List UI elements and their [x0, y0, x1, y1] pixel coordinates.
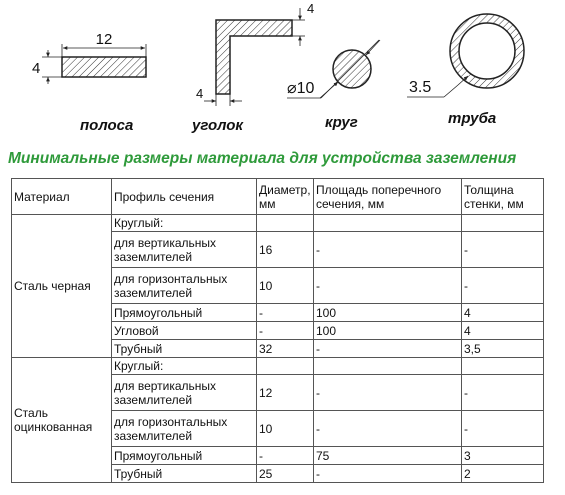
profile-cell: для горизонтальных заземлителей [112, 268, 257, 304]
wall-cell: - [462, 268, 544, 304]
material-cell: Сталь оцинкованная [12, 358, 112, 483]
header-profile: Профиль сечения [112, 179, 257, 215]
profile-cell: Прямоугольный [112, 304, 257, 322]
profile-figures [0, 0, 565, 150]
diameter-cell: 10 [257, 268, 314, 304]
angle-bottom-label: 4 [196, 86, 204, 101]
diameter-cell: 12 [257, 375, 314, 411]
diameter-cell: 10 [257, 411, 314, 447]
circle-caption: круг [325, 114, 358, 131]
header-area: Площадь поперечного сечения, мм [314, 179, 462, 215]
table-title: Минимальные размеры материала для устройства заземления [8, 150, 517, 167]
profile-cell: для вертикальных заземлителей [112, 232, 257, 268]
wall-cell: 3,5 [462, 340, 544, 358]
circle-diameter-label: ⌀10 [287, 80, 315, 97]
diameter-cell: 16 [257, 232, 314, 268]
area-cell: - [314, 465, 462, 483]
area-cell [314, 215, 462, 232]
header-material: Материал [12, 179, 112, 215]
pipe-wall-label: 3.5 [409, 79, 432, 96]
profile-cell: Круглый: [112, 215, 257, 232]
area-cell: - [314, 232, 462, 268]
profile-cell: Круглый: [112, 358, 257, 375]
wall-cell [462, 358, 544, 375]
wall-cell: - [462, 411, 544, 447]
grounding-material-table [11, 178, 544, 483]
profile-cell: Прямоугольный [112, 447, 257, 465]
profile-cell: для вертикальных заземлителей [112, 375, 257, 411]
wall-cell: 4 [462, 304, 544, 322]
table-header-row [12, 179, 544, 215]
diameter-cell [257, 215, 314, 232]
diameter-cell: 32 [257, 340, 314, 358]
area-cell: 100 [314, 322, 462, 340]
angle-caption: уголок [192, 117, 244, 134]
area-cell [314, 358, 462, 375]
diameter-cell: - [257, 304, 314, 322]
diameter-cell: - [257, 322, 314, 340]
pipe-figure [407, 14, 524, 97]
diameter-cell [257, 358, 314, 375]
area-cell: - [314, 340, 462, 358]
strip-figure [32, 31, 146, 84]
area-cell: - [314, 411, 462, 447]
area-cell: - [314, 268, 462, 304]
diameter-cell: - [257, 447, 314, 465]
strip-height-label: 4 [32, 60, 41, 77]
area-cell: 100 [314, 304, 462, 322]
header-diameter: Диаметр, мм [257, 179, 314, 215]
wall-cell [462, 215, 544, 232]
table-row [12, 215, 544, 232]
table-row [12, 358, 544, 375]
area-cell: - [314, 375, 462, 411]
wall-cell: - [462, 375, 544, 411]
wall-cell: 4 [462, 322, 544, 340]
area-cell: 75 [314, 447, 462, 465]
wall-cell: - [462, 232, 544, 268]
wall-cell: 3 [462, 447, 544, 465]
material-cell: Сталь черная [12, 215, 112, 358]
profile-cell: Трубный [112, 465, 257, 483]
profile-cell: для горизонтальных заземлителей [112, 411, 257, 447]
profile-cell: Угловой [112, 322, 257, 340]
diameter-cell: 25 [257, 465, 314, 483]
angle-top-label: 4 [307, 1, 315, 16]
strip-width-label: 12 [95, 31, 113, 48]
wall-cell: 2 [462, 465, 544, 483]
profile-cell: Трубный [112, 340, 257, 358]
strip-caption: полоса [80, 117, 134, 134]
circle-figure [287, 40, 380, 98]
pipe-caption: труба [448, 110, 497, 127]
header-wall: Толщина стенки, мм [462, 179, 544, 215]
